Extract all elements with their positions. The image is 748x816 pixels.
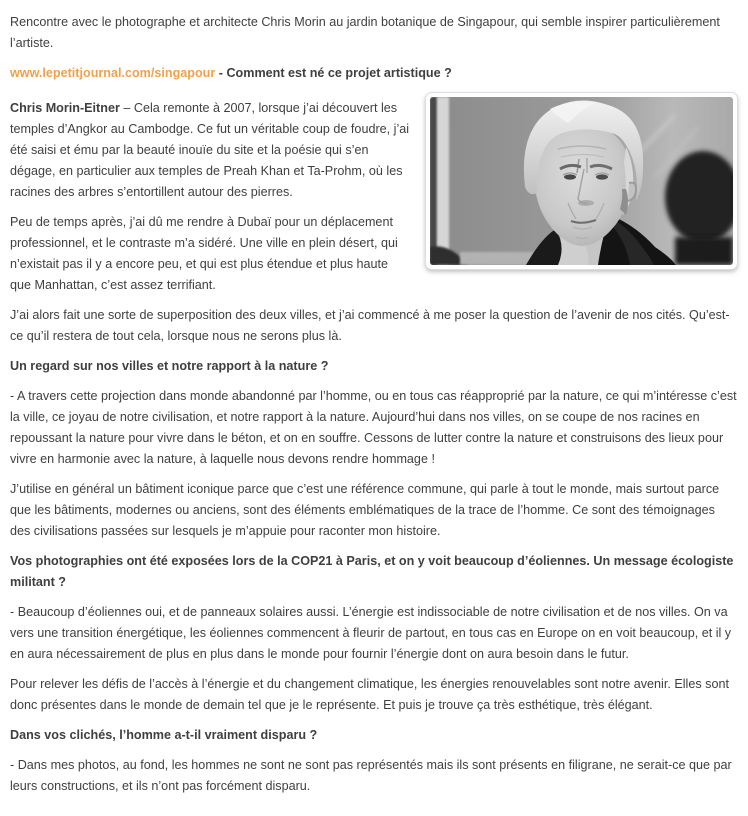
source-question-line (10, 63, 738, 84)
source-link[interactable]: www.lepetitjournal.com/singapour (10, 66, 216, 80)
portrait-photo-image (430, 97, 733, 265)
answer-1-paragraph-3: J’ai alors fait une sorte de superposition des deux villes, et j’ai commencé à me poser la question de l’avenir de nos cités. Qu’est-ce qu’il restera de tout cela, lorsque nous ne serons plus là. (10, 308, 730, 343)
answer-2-paragraph-2: J’utilise en général un bâtiment iconique parce que c’est une référence commune, qui parle à tout le monde, mais surtout parce que les bâtiments, modernes ou anciens, sont des éléments emblématiques de la trace de l’homme. Ce sont des témoignages des civilisations passées sur lesquels je m’appuie pour raconter mon histoire. (10, 482, 720, 538)
answer-4-paragraph: - Dans mes photos, au fond, les hommes ne sont ne sont pas représentés mais ils sont présents en filigrane, ne serait-ce que par leurs constructions, et ils n’ont pas forcément disparu. (10, 758, 732, 793)
answer-3-paragraph-2: Pour relever les défis de l’accès à l’énergie et du changement climatique, les énergies renouvelables sont notre avenir. Elles sont donc présentes dans le monde de demain tel que je le représente. Et puis je trouve ça très esthétique, très élégant. (10, 677, 729, 712)
question-1-text: - Comment est né ce projet artistique ? (218, 66, 452, 80)
question-3-heading: Vos photographies ont été exposées lors de la COP21 à Paris, et on y voit beaucoup d’éoliennes. Un message écologiste militant ? (10, 554, 734, 589)
interviewee-name: Chris Morin-Eitner (10, 101, 120, 115)
question-2-heading: Un regard sur nos villes et notre rapport à la nature ? (10, 359, 329, 373)
answer-3-paragraph-1: - Beaucoup d’éoliennes oui, et de panneaux solaires aussi. L’énergie est indissociable de notre civilisation et de nos villes. On va vers une transition énergétique, les éoliennes commencent à fleurir de partout, en tous cas en Europe on en voit beaucoup, et il y en aura nécessairement de plus en plus dans le monde pour fournir l’énergie dont on aura besoin dans le futur. (10, 605, 732, 661)
answer-2-paragraph-1: - A travers cette projection dans monde abandonné par l’homme, ou en tous cas réapproprié par la nature, ce qui m’intéresse c’est la ville, ce joyau de notre civilisation, et notre rapport à la nature. Aujourd’hui dans nos villes, on se coupe de nos racines en repoussant la nature pour vivre dans le béton, et on en souffre. Cessons de lutter contre la nature et construisons des lieux pour vivre en harmonie avec la nature, à laquelle nous devons rendre hommage ! (10, 389, 737, 466)
intro-paragraph: Rencontre avec le photographe et architecte Chris Morin au jardin botanique de Singapour, qui semble inspirer particulièrement l’artiste. (10, 15, 720, 50)
question-4-heading: Dans vos clichés, l’homme a-t-il vraiment disparu ? (10, 728, 318, 742)
answer-1-paragraph-2: Peu de temps après, j’ai dû me rendre à Dubaï pour un déplacement professionnel, et le contraste m’a sidéré. Une ville en plein désert, qui n’existait pas il y a encore peu, et qui est plus étendue et plus haute que Manhattan, c’est assez terrifiant. (10, 215, 398, 292)
article-page (10, 12, 738, 797)
portrait-photo (425, 92, 738, 270)
answer-1-text: – Cela remonte à 2007, lorsque j’ai découvert les temples d’Angkor au Cambodge. Ce fut un véritable coup de foudre, j’ai été saisi et ému par la beauté inouïe du site et la poésie qui s’en dégage, en particulier aux temples de Preah Khan et Ta-Prohm, où les racines des arbres s’entortillent autour des pierres. (10, 101, 410, 199)
